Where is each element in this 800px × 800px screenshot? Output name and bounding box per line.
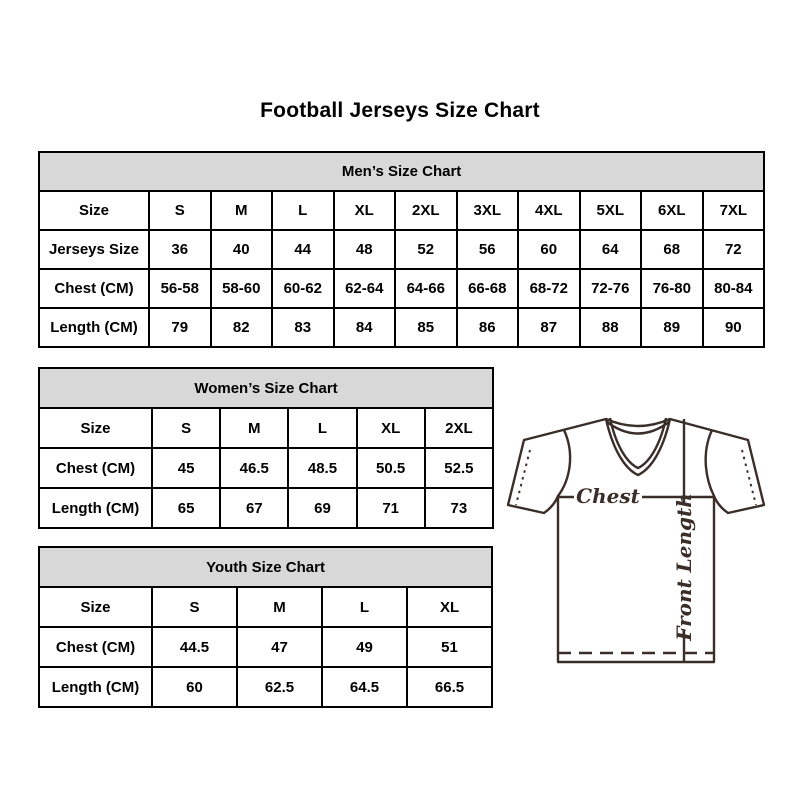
table-cell: 44.5 <box>152 627 237 667</box>
row-label: Size <box>39 587 152 627</box>
table-cell: 85 <box>395 308 457 347</box>
row-label: Length (CM) <box>39 308 149 347</box>
row-label: Size <box>39 191 149 230</box>
table-cell: 5XL <box>580 191 642 230</box>
table-row <box>39 448 493 488</box>
table-cell: 76-80 <box>641 269 703 308</box>
table-cell: 44 <box>272 230 334 269</box>
table-cell: 3XL <box>457 191 519 230</box>
table-cell: 66.5 <box>407 667 492 707</box>
mens-table-title: Men’s Size Chart <box>39 152 764 191</box>
table-cell: L <box>322 587 407 627</box>
table-cell: 58-60 <box>211 269 273 308</box>
table-cell: 48.5 <box>288 448 356 488</box>
womens-size-chart-table <box>38 367 494 529</box>
table-row <box>39 627 492 667</box>
table-title-row <box>39 547 492 587</box>
table-cell: 56 <box>457 230 519 269</box>
table-cell: 2XL <box>395 191 457 230</box>
table-row <box>39 230 764 269</box>
table-cell: 89 <box>641 308 703 347</box>
table-cell: M <box>220 408 288 448</box>
table-cell: 68 <box>641 230 703 269</box>
jersey-outline <box>508 419 764 662</box>
table-cell: 4XL <box>518 191 580 230</box>
table-cell: 88 <box>580 308 642 347</box>
table-title-row <box>39 152 764 191</box>
table-cell: 84 <box>334 308 396 347</box>
table-cell: 64.5 <box>322 667 407 707</box>
table-cell: 6XL <box>641 191 703 230</box>
table-cell: M <box>211 191 273 230</box>
table-cell: 69 <box>288 488 356 528</box>
table-cell: 67 <box>220 488 288 528</box>
table-cell: 48 <box>334 230 396 269</box>
chest-label: Chest <box>576 484 640 508</box>
youth-table-title: Youth Size Chart <box>39 547 492 587</box>
table-cell: 87 <box>518 308 580 347</box>
table-cell: S <box>152 408 220 448</box>
table-cell: 68-72 <box>518 269 580 308</box>
table-cell: 60 <box>152 667 237 707</box>
table-cell: 71 <box>357 488 425 528</box>
table-cell: 45 <box>152 448 220 488</box>
table-cell: 72 <box>703 230 765 269</box>
table-cell: XL <box>357 408 425 448</box>
row-label: Chest (CM) <box>39 448 152 488</box>
front-length-label: Front Length <box>672 493 696 641</box>
table-row <box>39 308 764 347</box>
table-cell: 90 <box>703 308 765 347</box>
row-label: Size <box>39 408 152 448</box>
table-cell: 62-64 <box>334 269 396 308</box>
table-cell: 86 <box>457 308 519 347</box>
table-cell: 79 <box>149 308 211 347</box>
table-row <box>39 191 764 230</box>
table-cell: 60-62 <box>272 269 334 308</box>
table-cell: S <box>152 587 237 627</box>
table-cell: 64 <box>580 230 642 269</box>
womens-table-title: Women’s Size Chart <box>39 368 493 408</box>
table-cell: 46.5 <box>220 448 288 488</box>
row-label: Chest (CM) <box>39 269 149 308</box>
table-title-row <box>39 368 493 408</box>
table-cell: 7XL <box>703 191 765 230</box>
table-cell: 36 <box>149 230 211 269</box>
table-cell: 64-66 <box>395 269 457 308</box>
table-row <box>39 408 493 448</box>
table-cell: 72-76 <box>580 269 642 308</box>
table-row <box>39 488 493 528</box>
youth-size-chart-table <box>38 546 493 708</box>
table-cell: 80-84 <box>703 269 765 308</box>
table-row <box>39 667 492 707</box>
table-cell: S <box>149 191 211 230</box>
table-cell: L <box>288 408 356 448</box>
table-cell: L <box>272 191 334 230</box>
row-label: Length (CM) <box>39 667 152 707</box>
page-title: Football Jerseys Size Chart <box>260 99 540 122</box>
table-cell: 82 <box>211 308 273 347</box>
table-row <box>39 587 492 627</box>
table-cell: 2XL <box>425 408 493 448</box>
row-label: Jerseys Size <box>39 230 149 269</box>
table-cell: 56-58 <box>149 269 211 308</box>
mens-size-chart-table <box>38 151 765 348</box>
table-cell: 83 <box>272 308 334 347</box>
row-label: Chest (CM) <box>39 627 152 667</box>
table-cell: XL <box>334 191 396 230</box>
table-cell: 47 <box>237 627 322 667</box>
table-cell: 49 <box>322 627 407 667</box>
table-cell: 65 <box>152 488 220 528</box>
table-cell: 52 <box>395 230 457 269</box>
table-cell: 66-68 <box>457 269 519 308</box>
row-label: Length (CM) <box>39 488 152 528</box>
table-cell: 40 <box>211 230 273 269</box>
table-row <box>39 269 764 308</box>
table-cell: XL <box>407 587 492 627</box>
table-cell: 73 <box>425 488 493 528</box>
table-cell: 60 <box>518 230 580 269</box>
table-cell: M <box>237 587 322 627</box>
table-cell: 50.5 <box>357 448 425 488</box>
table-cell: 51 <box>407 627 492 667</box>
jersey-diagram <box>500 410 772 670</box>
table-cell: 62.5 <box>237 667 322 707</box>
table-cell: 52.5 <box>425 448 493 488</box>
